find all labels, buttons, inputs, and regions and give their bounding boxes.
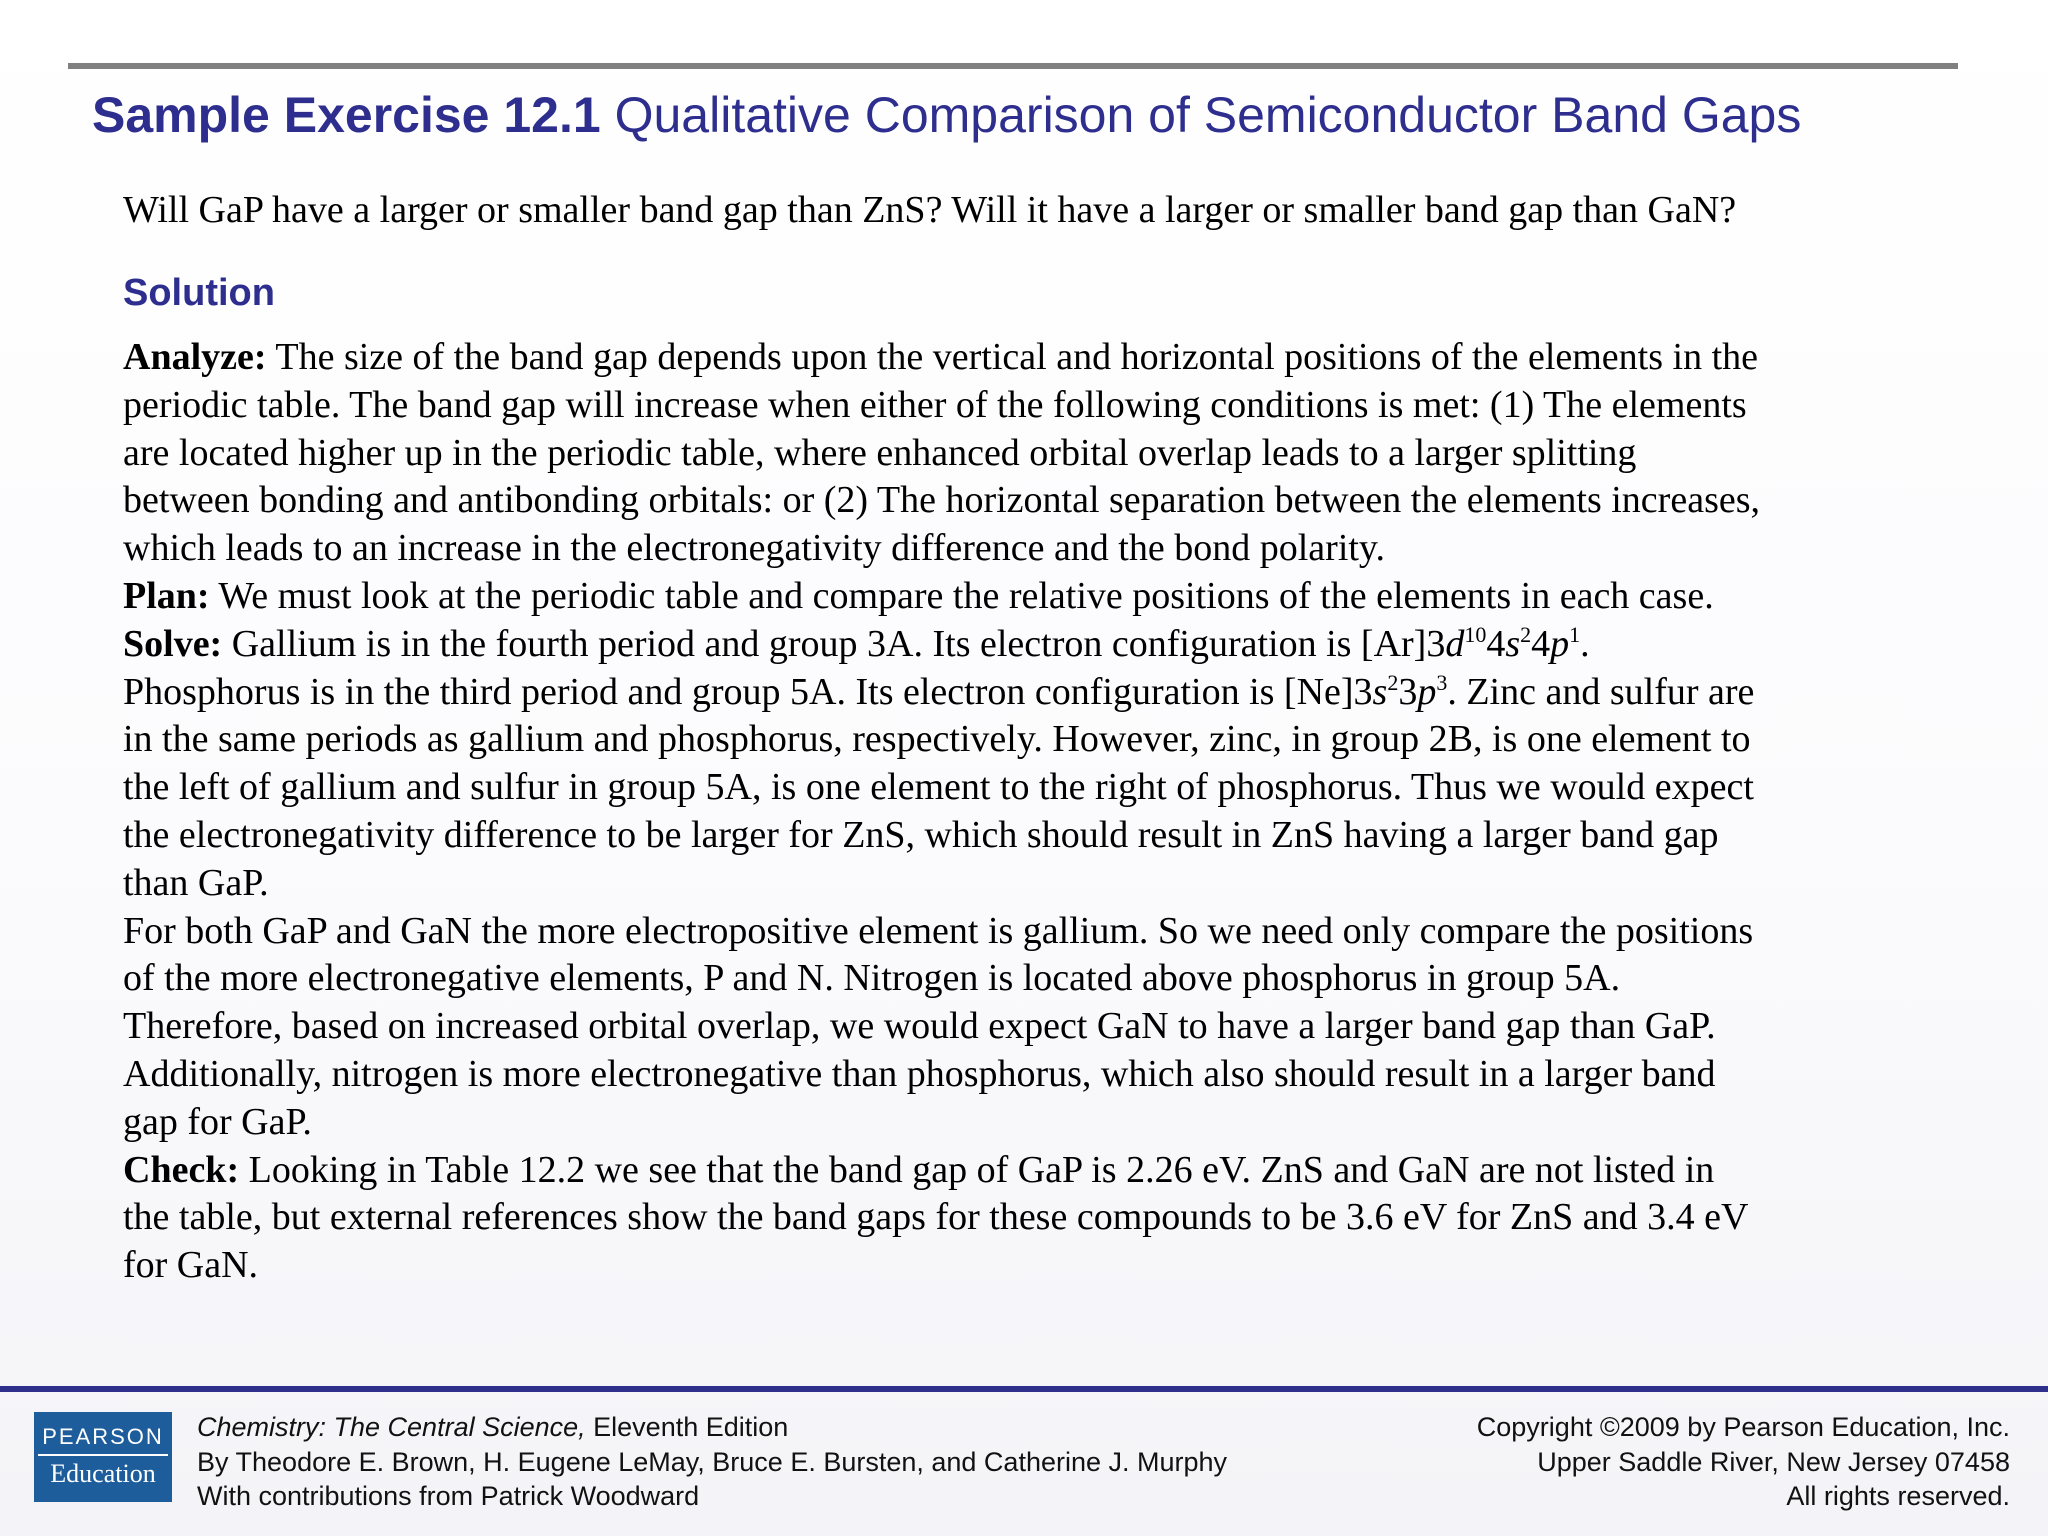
- solve-line-5: the electronegativity difference to be larger for ZnS, which should result in ZnS having a larger band gap: [123, 813, 1719, 856]
- solve-p2-line-3: Therefore, based on increased orbital overlap, we would expect GaN to have a larger band gap than GaP.: [123, 1005, 1716, 1048]
- solve-text: . Zinc and sulfur are: [1447, 670, 1755, 713]
- check-line-1: [123, 1147, 1760, 1195]
- orbital-s: s: [1505, 622, 1521, 665]
- orbital-p: p: [1550, 622, 1570, 665]
- book-credits: [197, 1410, 1227, 1514]
- analyze-label: Analyze:: [123, 336, 267, 378]
- book-authors: By Theodore E. Brown, H. Eugene LeMay, Bruce E. Bursten, and Catherine J. Murphy: [197, 1446, 1228, 1477]
- publisher-location: Upper Saddle River, New Jersey 07458: [1537, 1446, 2010, 1477]
- solution-heading: Solution: [123, 272, 275, 314]
- exercise-question: Will GaP have a larger or smaller band gap than ZnS? Will it have a larger or smaller band gap than GaN?: [123, 189, 1737, 231]
- footer-divider: [0, 1386, 2048, 1392]
- exponent: 2: [1520, 621, 1532, 647]
- exponent: 1: [1569, 621, 1581, 647]
- check-text: Looking in Table 12.2 we see that the band gap of GaP is 2.26 eV. ZnS and GaN are not listed in: [248, 1148, 1715, 1191]
- page-title: [92, 84, 1801, 146]
- analyze-line-3: are located higher up in the periodic table, where enhanced orbital overlap leads to a larger splitting: [123, 431, 1637, 474]
- copyright-line: Copyright ©2009 by Pearson Education, Inc.: [1476, 1412, 2010, 1442]
- plan-label: Plan:: [123, 574, 210, 617]
- title-text: Qualitative Comparison of Semiconductor Band Gaps: [614, 87, 1802, 143]
- solve-line-4: the left of gallium and sulfur in group 5A, is one element to the right of phosphorus. Thus we would expect: [123, 766, 1754, 809]
- solve-line-3: in the same periods as gallium and phosphorus, respectively. However, zinc, in group 2B, is one element to: [123, 718, 1751, 761]
- analyze-line-2: periodic table. The band gap will increase when either of the following conditions is met: (1) The elements: [123, 383, 1747, 426]
- analyze-line-1: [123, 334, 1760, 382]
- exponent: 2: [1387, 669, 1399, 695]
- logo-education-text: Education: [50, 1459, 156, 1488]
- book-contributions: With contributions from Patrick Woodward: [197, 1481, 700, 1511]
- pearson-logo: [34, 1412, 172, 1502]
- copyright-notice: [1477, 1410, 2010, 1514]
- solve-p2-line-4: Additionally, nitrogen is more electronegative than phosphorus, which also should result in a larger band: [123, 1052, 1716, 1095]
- solve-text: Gallium is in the fourth period and group 3A. Its electron configuration is [Ar]3: [231, 622, 1446, 665]
- coefficient: 3: [1398, 670, 1418, 713]
- logo-pearson-text: PEARSON: [38, 1422, 168, 1456]
- book-edition: Eleventh Edition: [593, 1412, 789, 1442]
- solve-line-6: than GaP.: [123, 861, 269, 904]
- solve-p2-line-5: gap for GaP.: [123, 1100, 312, 1143]
- book-title: Chemistry: The Central Science,: [197, 1412, 586, 1442]
- solve-p2-line-1: For both GaP and GaN the more electropositive element is gallium. So we need only compare the positions: [123, 909, 1754, 952]
- solve-text: Phosphorus is in the third period and group 5A. Its electron configuration is [Ne]3: [123, 670, 1373, 713]
- orbital-d: d: [1445, 622, 1465, 665]
- plan-line: [123, 573, 1760, 621]
- analyze-line-4: between bonding and antibonding orbitals: or (2) The horizontal separation between the elements increases,: [123, 479, 1761, 522]
- analyze-line-5: which leads to an increase in the electronegativity difference and the bond polarity.: [123, 527, 1385, 570]
- top-divider: [68, 63, 1958, 69]
- title-prefix: Sample Exercise 12.1: [92, 87, 601, 143]
- rights-line: All rights reserved.: [1786, 1481, 2010, 1511]
- solve-line-2: [123, 669, 1760, 717]
- coefficient: 4: [1531, 622, 1551, 665]
- solution-body: [123, 334, 1760, 1290]
- solve-line-1: [123, 621, 1760, 669]
- solve-label: Solve:: [123, 622, 223, 665]
- check-label: Check:: [123, 1148, 240, 1191]
- plan-text: We must look at the periodic table and compare the relative positions of the elements in each case.: [218, 574, 1714, 617]
- exponent: 3: [1436, 669, 1448, 695]
- punctuation: .: [1580, 622, 1590, 665]
- orbital-s: s: [1372, 670, 1388, 713]
- check-line-3: for GaN.: [123, 1244, 259, 1287]
- analyze-text: The size of the band gap depends upon the vertical and horizontal positions of the elements in the: [275, 336, 1758, 378]
- orbital-p: p: [1417, 670, 1437, 713]
- check-line-2: the table, but external references show the band gaps for these compounds to be 3.6 eV for ZnS and 3.4 eV: [123, 1196, 1749, 1239]
- book-title-line: [197, 1410, 1227, 1445]
- solve-p2-line-2: of the more electronegative elements, P and N. Nitrogen is located above phosphorus in group 5A.: [123, 957, 1621, 1000]
- coefficient: 4: [1486, 622, 1506, 665]
- exponent: 10: [1464, 621, 1487, 647]
